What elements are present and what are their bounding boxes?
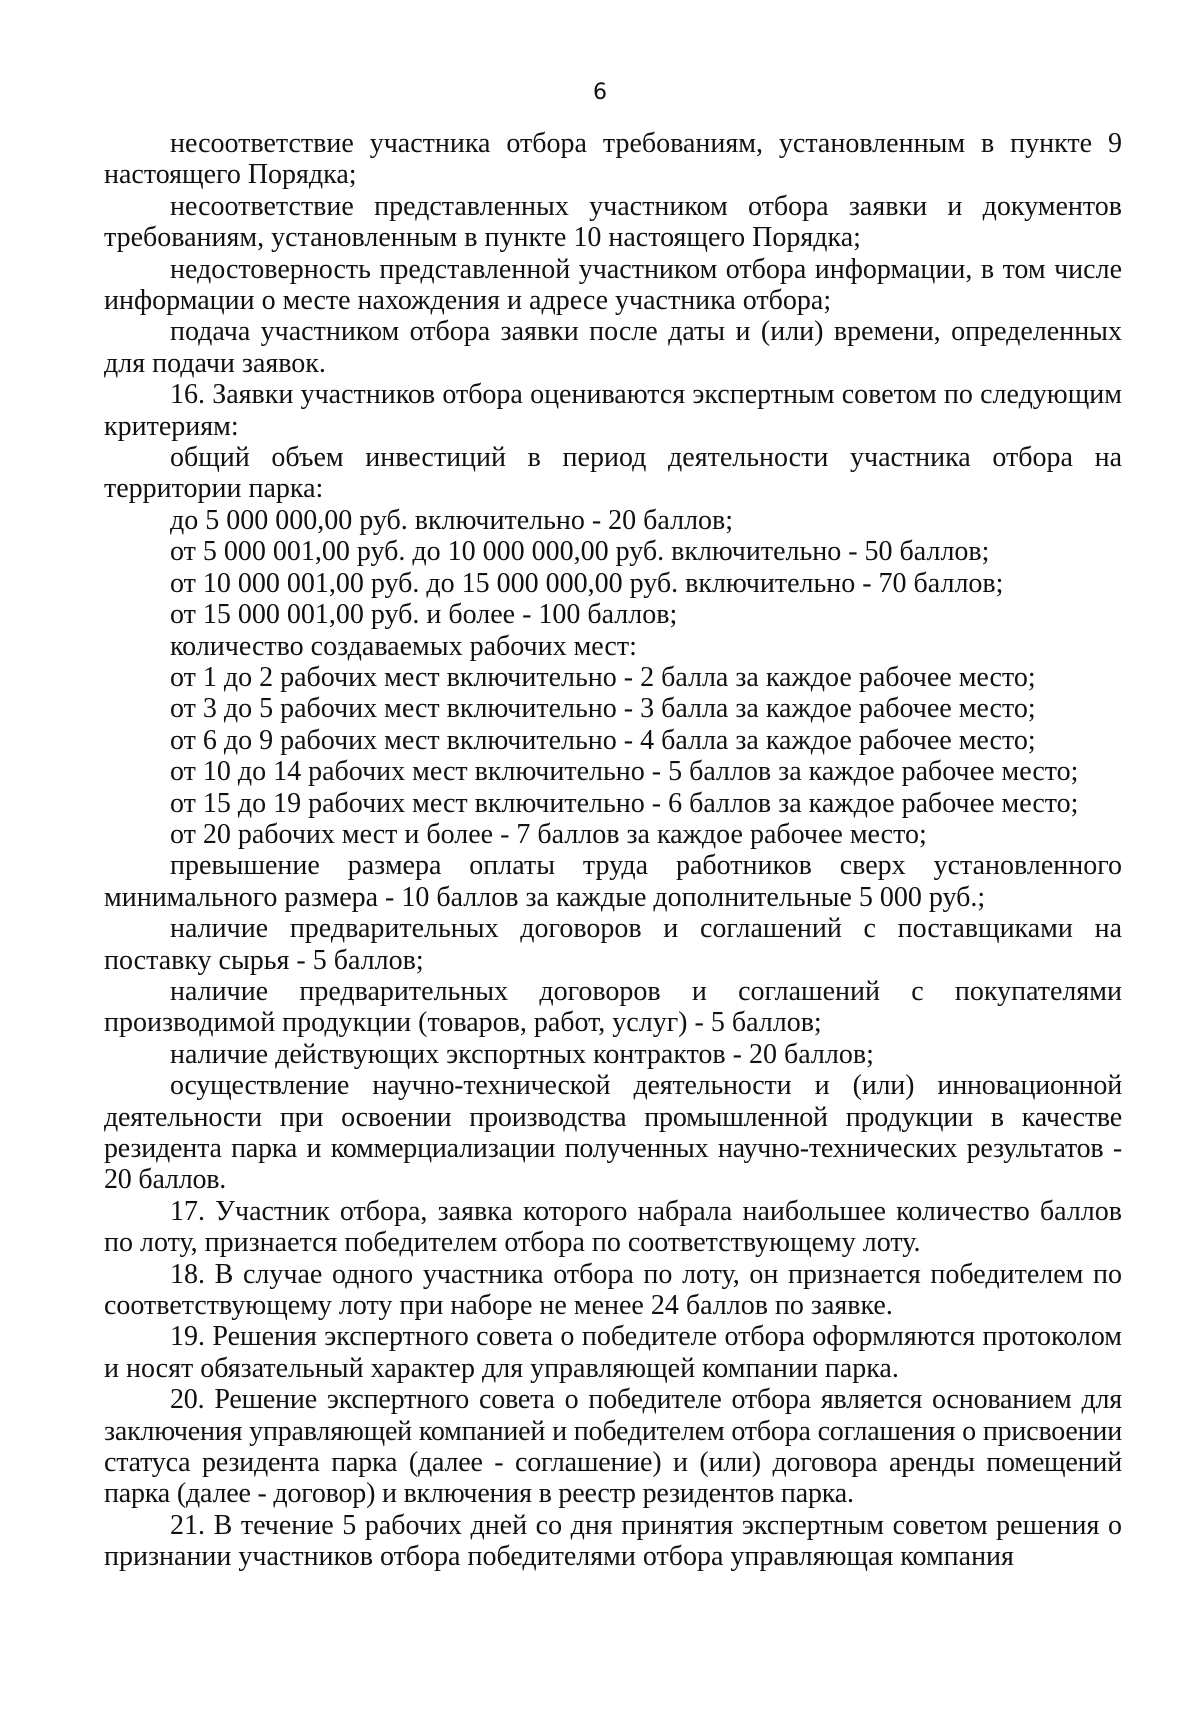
paragraph-8: от 5 000 001,00 руб. до 10 000 000,00 руб. включительно - 50 баллов; bbox=[170, 536, 990, 568]
paragraph-22: осуществление научно-технической деятельности и (или) инновационной деятельности при освоении производства промышленной продукции в качестве резидента парка и коммерциализации полученных научно-технических результатов - 20 баллов. bbox=[104, 1070, 1122, 1196]
paragraph-1: несоответствие участника отбора требованиям, установленным в пункте 9 настоящего Порядка; bbox=[104, 128, 1122, 191]
paragraph-25: 19. Решения экспертного совета о победителе отбора оформляются протоколом и носят обязательный характер для управляющей компании парка. bbox=[104, 1321, 1122, 1384]
paragraph-2: несоответствие представленных участником отбора заявки и документов требованиям, установленным в пункте 10 настоящего Порядка; bbox=[104, 190, 1122, 254]
paragraph-9: от 10 000 001,00 руб. до 15 000 000,00 руб. включительно - 70 баллов; bbox=[170, 567, 1004, 599]
paragraph-11: количество создаваемых рабочих мест: bbox=[170, 630, 637, 662]
paragraph-3: недостоверность представленной участником отбора информации, в том числе информации о месте нахождения и адресе участника отбора; bbox=[104, 253, 1122, 317]
paragraph-21: наличие действующих экспортных контрактов - 20 баллов; bbox=[170, 1038, 874, 1070]
paragraph-23: 17. Участник отбора, заявка которого набрала наибольшее количество баллов по лоту, признается победителем отбора по соответствующему лоту. bbox=[104, 1195, 1122, 1259]
page-number: 6 bbox=[593, 80, 607, 105]
paragraph-20: наличие предварительных договоров и соглашений с покупателями производимой продукции (товаров, работ, услуг) - 5 баллов; bbox=[104, 975, 1122, 1039]
paragraph-26: 20. Решение экспертного совета о победителе отбора является основанием для заключения управляющей компанией и победителем отбора соглашения о присвоении статуса резидента парка (далее - соглашение) и (или) договора аренды помещений парка (далее - договор) и включения в реестр резидентов парка. bbox=[104, 1384, 1122, 1510]
paragraph-14: от 6 до 9 рабочих мест включительно - 4 балла за каждое рабочее место; bbox=[170, 724, 1036, 756]
paragraph-7: до 5 000 000,00 руб. включительно - 20 баллов; bbox=[170, 504, 734, 536]
paragraph-19: наличие предварительных договоров и соглашений с поставщиками на поставку сырья - 5 баллов; bbox=[104, 913, 1122, 976]
paragraph-15: от 10 до 14 рабочих мест включительно - 5 баллов за каждое рабочее место; bbox=[170, 756, 1079, 788]
paragraph-5: 16. Заявки участников отбора оцениваются экспертным советом по следующим критериям: bbox=[104, 379, 1122, 442]
paragraph-12: от 1 до 2 рабочих мест включительно - 2 балла за каждое рабочее место; bbox=[170, 661, 1036, 693]
paragraph-17: от 20 рабочих мест и более - 7 баллов за каждое рабочее место; bbox=[170, 818, 927, 850]
paragraph-13: от 3 до 5 рабочих мест включительно - 3 балла за каждое рабочее место; bbox=[170, 693, 1036, 725]
paragraph-27: 21. В течение 5 рабочих дней со дня принятия экспертным советом решения о признании участников отбора победителями отбора управляющая компания bbox=[104, 1509, 1122, 1573]
paragraph-10: от 15 000 001,00 руб. и более - 100 баллов; bbox=[170, 599, 678, 631]
paragraph-6: общий объем инвестиций в период деятельности участника отбора на территории парка: bbox=[104, 442, 1122, 505]
paragraph-24: 18. В случае одного участника отбора по лоту, он признается победителем по соответствующему лоту при наборе не менее 24 баллов по заявке. bbox=[104, 1258, 1122, 1322]
paragraph-16: от 15 до 19 рабочих мест включительно - 6 баллов за каждое рабочее место; bbox=[170, 787, 1079, 819]
paragraph-18: превышение размера оплаты труда работников сверх установленного минимального размера - 10 баллов за каждые дополнительные 5 000 руб.; bbox=[104, 850, 1122, 913]
document-body bbox=[104, 128, 1122, 1573]
paragraph-4: подача участником отбора заявки после даты и (или) времени, определенных для подачи заявок. bbox=[104, 316, 1122, 379]
